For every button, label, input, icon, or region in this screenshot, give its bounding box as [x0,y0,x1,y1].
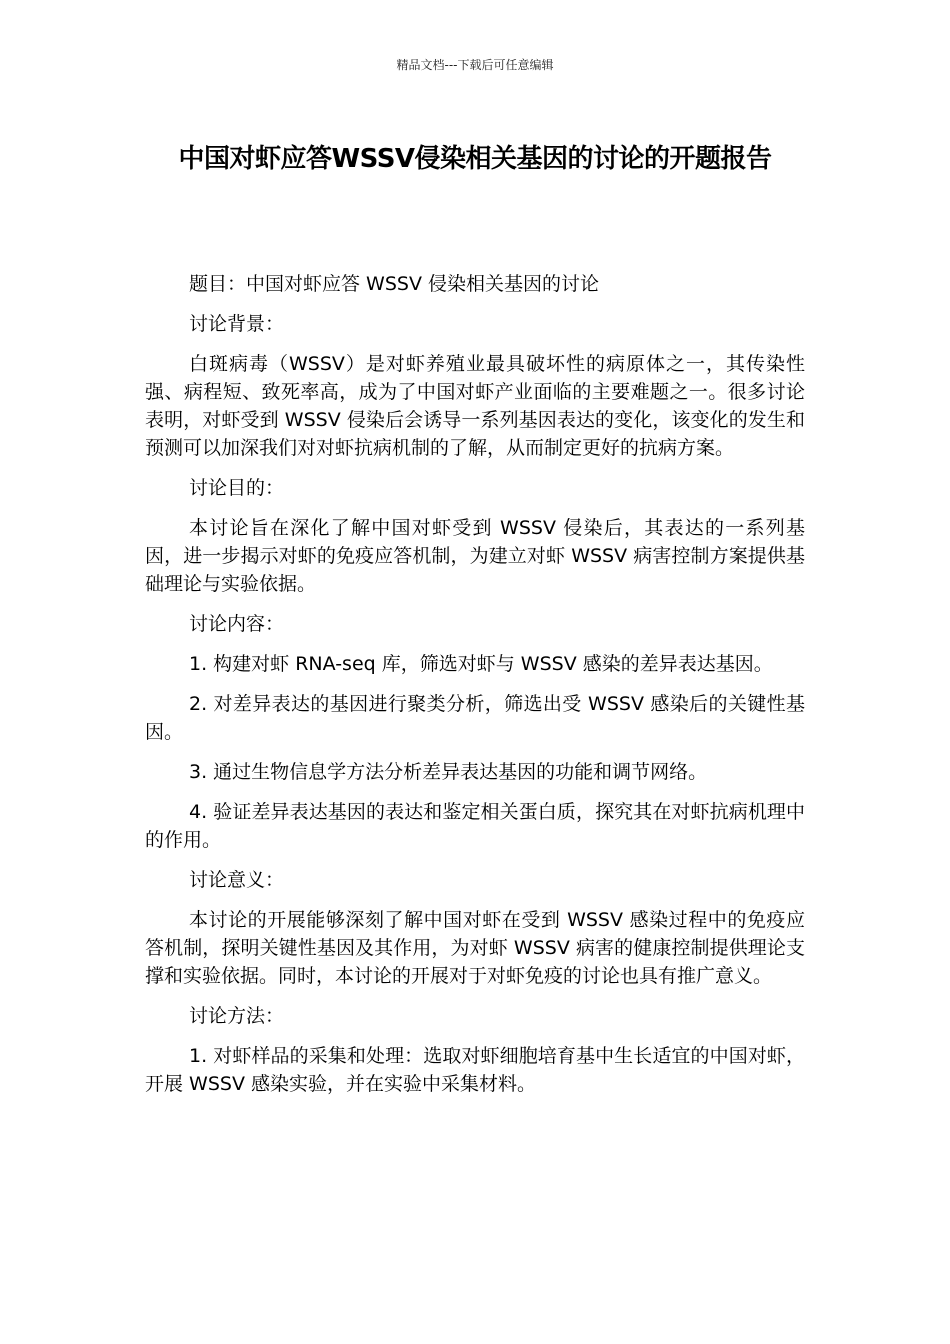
topic-line: 题目：中国对虾应答 WSSV 侵染相关基因的讨论 [189,273,599,295]
section-heading-significance: 讨论意义： [189,869,285,891]
section-heading-methods: 讨论方法： [189,1005,285,1027]
section-heading-content: 讨论内容： [189,613,285,635]
background-paragraph: 白斑病毒（WSSV）是对虾养殖业最具破坏性的病原体之一，其传染性强、病程短、致死率高，成为了中国对虾产业面临的主要难题之一。很多讨论表明，对虾受到 WSSV 侵染后会诱导一系列基因表达的变化，该变化的发生和预测可以加深我们对对虾抗病机制的了解，从而制定更好的抗病方案。 [145,353,805,459]
content-item-2: 2. 对差异表达的基因进行聚类分析，筛选出受 WSSV 感染后的关键性基因。 [145,693,805,743]
purpose-paragraph: 本讨论旨在深化了解中国对虾受到 WSSV 侵染后，其表达的一系列基因，进一步揭示对虾的免疫应答机制，为建立对虾 WSSV 病害控制方案提供基础理论与实验依据。 [145,517,805,595]
document-title: 中国对虾应答WSSV侵染相关基因的讨论的开题报告 [178,144,772,174]
content-item-4: 4. 验证差异表达基因的表达和鉴定相关蛋白质，探究其在对虾抗病机理中的作用。 [145,801,805,851]
section-heading-purpose: 讨论目的： [189,477,285,499]
significance-paragraph: 本讨论的开展能够深刻了解中国对虾在受到 WSSV 感染过程中的免疫应答机制，探明关键性基因及其作用，为对虾 WSSV 病害的健康控制提供理论支撑和实验依据。同时，本讨论的开展对于对虾免疫的讨论也具有推广意义。 [145,909,805,987]
methods-item-1: 1. 对虾样品的采集和处理：选取对虾细胞培育基中生长适宜的中国对虾，开展 WSSV 感染实验，并在实验中采集材料。 [145,1045,805,1095]
section-heading-background: 讨论背景： [189,313,285,335]
document-body [145,270,805,1110]
page-header: 精品文档---下载后可任意编辑 [396,58,554,72]
content-item-1: 1. 构建对虾 RNA-seq 库，筛选对虾与 WSSV 感染的差异表达基因。 [189,653,773,675]
content-item-3: 3. 通过生物信息学方法分析差异表达基因的功能和调节网络。 [189,761,708,783]
